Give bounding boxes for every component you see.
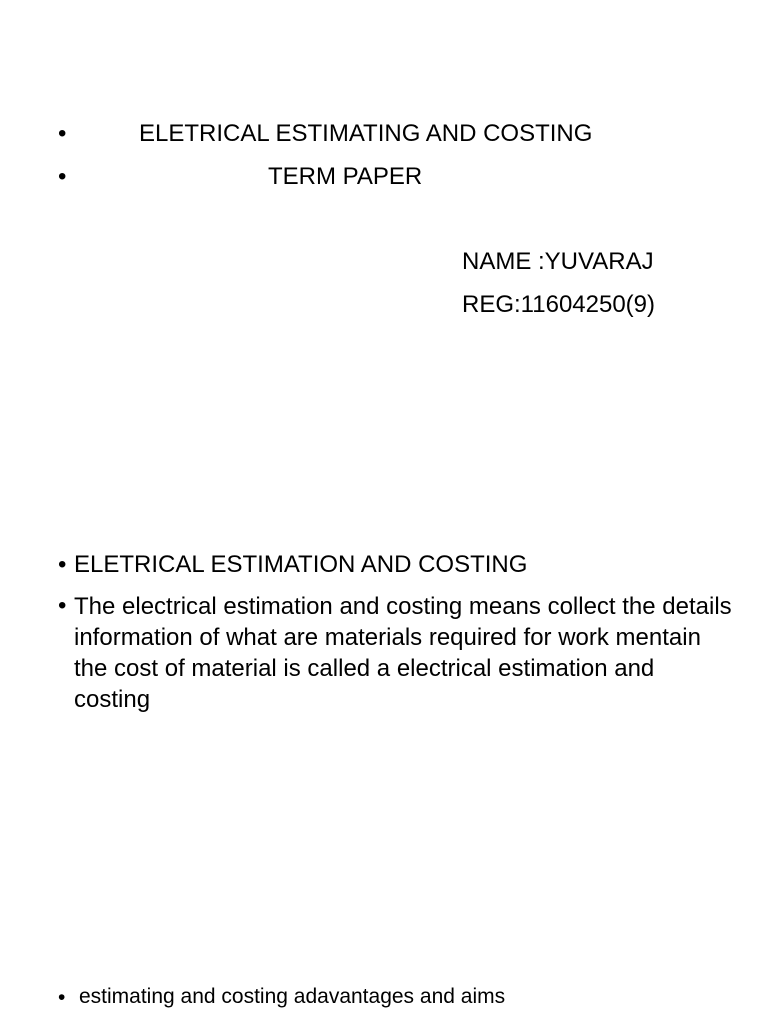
section-heading: ELETRICAL ESTIMATION AND COSTING <box>74 551 528 578</box>
bullet-dot: • <box>58 592 67 619</box>
bullet-dot: • <box>58 986 66 1009</box>
author-name: NAME :YUVARAJ <box>462 248 654 275</box>
title-line-2: TERM PAPER <box>268 163 423 190</box>
advantages-item: estimating and costing adavantages and aims <box>79 985 506 1008</box>
bullet-dot: • <box>58 163 67 190</box>
title-line-1: ELETRICAL ESTIMATING AND COSTING <box>139 120 593 147</box>
slide-advantages <box>0 960 768 1024</box>
definition-paragraph: The electrical estimation and costing means collect the details information of what are materials required for work mentain the cost of material is called a electrical estimation and costing <box>74 593 732 713</box>
bullet-dot: • <box>58 551 67 578</box>
slide-definition <box>0 512 768 960</box>
bullet-dot: • <box>58 120 67 147</box>
registration-number: REG:11604250(9) <box>462 291 656 318</box>
